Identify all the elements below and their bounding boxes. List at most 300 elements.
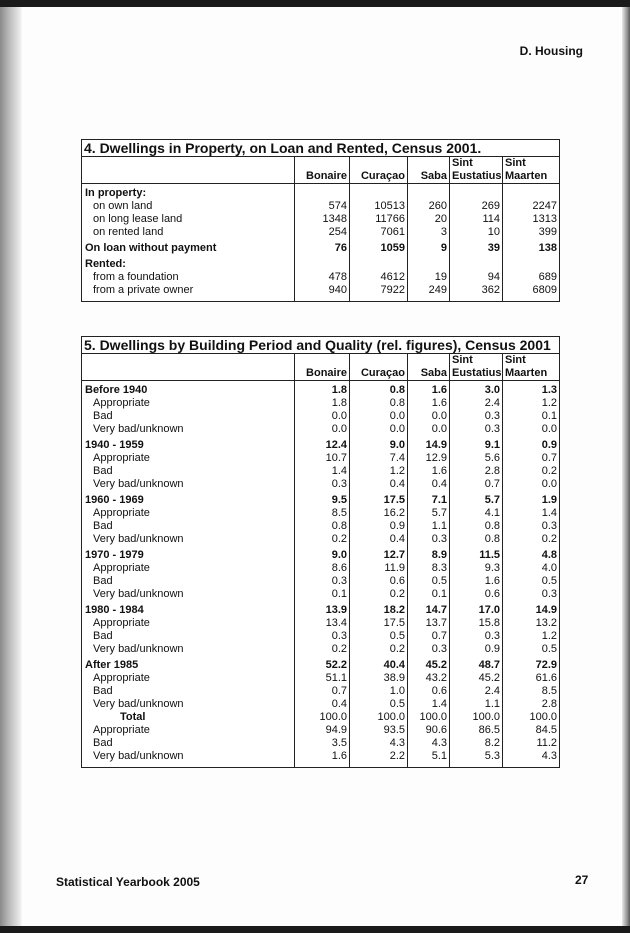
cell-value: 1.6 [408, 397, 450, 410]
cell-value: 43.2 [408, 672, 450, 685]
publication-title: Statistical Yearbook 2005 [56, 875, 200, 889]
cell-value: 12.4 [295, 436, 350, 452]
cell-value: 2.4 [450, 397, 503, 410]
cell-value: 11.5 [450, 546, 503, 562]
row-label: Bad [82, 685, 295, 698]
table-row [82, 465, 560, 478]
page-right-edge-shadow [622, 7, 630, 926]
cell-value: 0.9 [450, 643, 503, 656]
table-row [82, 630, 560, 643]
cell-value: 52.2 [295, 656, 350, 672]
cell-value: 0.7 [295, 685, 350, 698]
scan-bottom-edge [0, 926, 630, 933]
cell-value: 0.2 [541, 465, 558, 477]
table4-body [82, 140, 560, 302]
cell-value: 17.5 [350, 617, 408, 630]
cell-value [450, 255, 503, 271]
cell-value: 20 [408, 213, 450, 226]
cell-value: 0.1 [295, 588, 350, 601]
cell-value [350, 184, 408, 201]
cell-value: 478 [295, 271, 350, 284]
cell-value: 4612 [350, 271, 408, 284]
cell-value: 0.8 [350, 397, 408, 410]
column-header [450, 157, 503, 184]
column-header-line2: Maarten [505, 367, 548, 379]
cell-value: 254 [295, 226, 350, 239]
cell-value: 1.4 [541, 507, 558, 519]
cell-value: 1.6 [408, 465, 450, 478]
cell-value: 0.3 [408, 643, 450, 656]
cell-value: 2.4 [450, 685, 503, 698]
column-header [295, 157, 350, 184]
cell-value: 1.1 [450, 698, 503, 711]
cell-value: 0.7 [541, 452, 558, 464]
cell-value: 0.5 [408, 575, 450, 588]
table-title: 4. Dwellings in Property, on Loan and Rented, Census 2001. [82, 140, 560, 157]
table-row [82, 255, 560, 271]
cell-value: 0.2 [295, 533, 350, 546]
cell-value: 8.9 [408, 546, 450, 562]
row-label: Before 1940 [82, 381, 295, 398]
cell-value: 5.7 [408, 507, 450, 520]
cell-value: 4.3 [350, 737, 408, 750]
cell-value: 76 [295, 239, 350, 255]
cell-value: 1.4 [408, 698, 450, 711]
cell-value: 13.4 [295, 617, 350, 630]
cell-value [408, 255, 450, 271]
table-row [82, 478, 560, 491]
table-row [82, 575, 560, 588]
cell-value: 0.7 [450, 478, 503, 491]
row-label: Bad [82, 630, 295, 643]
cell-value: 0.8 [350, 381, 408, 398]
table-dwellings-building-period-quality [81, 336, 560, 768]
page-number: 27 [575, 873, 589, 887]
cell-value: 1.8 [295, 381, 350, 398]
row-label: Appropriate [82, 617, 295, 630]
cell-value: 940 [295, 284, 350, 302]
row-label: Rented: [82, 255, 295, 271]
row-label: In property: [82, 184, 295, 201]
column-header-line1: Sint [452, 354, 473, 366]
table-row [82, 436, 560, 452]
row-label: 1970 - 1979 [82, 546, 295, 562]
header-stub [82, 354, 295, 381]
column-header [503, 354, 560, 381]
cell-value: 17.0 [450, 601, 503, 617]
cell-value: 0.4 [350, 478, 408, 491]
table-row [82, 410, 560, 423]
cell-value: 0.6 [350, 575, 408, 588]
cell-value: 0.9 [350, 520, 408, 533]
cell-value: 0.3 [450, 423, 503, 436]
cell-value: 40.4 [350, 656, 408, 672]
cell-value: 11.9 [350, 562, 408, 575]
column-header-line2: Maarten [505, 170, 548, 182]
column-header-line1 [410, 354, 447, 367]
column-header-line1: Sint [505, 157, 526, 169]
row-label: 1980 - 1984 [82, 601, 295, 617]
row-label: Very bad/unknown [82, 533, 295, 546]
cell-value: 1313 [532, 213, 557, 225]
column-header-line2: Bonaire [306, 170, 347, 182]
table-row [82, 213, 560, 226]
row-label: Appropriate [82, 672, 295, 685]
cell-value: 1.3 [541, 384, 558, 396]
table-row [82, 184, 560, 201]
column-header-line2: Saba [420, 170, 447, 182]
cell-value: 19 [408, 271, 450, 284]
cell-value: 45.2 [408, 656, 450, 672]
row-label: Total [82, 711, 295, 724]
column-header [350, 354, 408, 381]
column-header-line1 [297, 157, 347, 170]
table-dwellings-property-loan-rented [81, 139, 560, 302]
cell-value: 8.3 [408, 562, 450, 575]
cell-value: 13.7 [408, 617, 450, 630]
row-label: Appropriate [82, 397, 295, 410]
cell-value: 7061 [350, 226, 408, 239]
cell-value: 93.5 [350, 724, 408, 737]
cell-value: 0.0 [541, 423, 558, 435]
cell-value: 13.9 [295, 601, 350, 617]
cell-value: 12.9 [408, 452, 450, 465]
cell-value: 0.5 [350, 698, 408, 711]
cell-value: 100.0 [450, 711, 503, 724]
table5-body [82, 337, 560, 768]
cell-value: 13.2 [535, 617, 558, 629]
row-label: Very bad/unknown [82, 423, 295, 436]
cell-value: 0.0 [295, 423, 350, 436]
cell-value: 0.3 [295, 630, 350, 643]
cell-value: 3.0 [450, 381, 503, 398]
cell-value: 15.8 [450, 617, 503, 630]
cell-value: 14.9 [408, 436, 450, 452]
table-header-row [82, 157, 560, 184]
cell-value: 9.5 [295, 491, 350, 507]
row-label: Very bad/unknown [82, 588, 295, 601]
cell-value: 10513 [350, 200, 408, 213]
cell-value: 39 [450, 239, 503, 255]
table-row [82, 546, 560, 562]
book-gutter-shadow [0, 7, 22, 926]
row-label: Very bad/unknown [82, 643, 295, 656]
cell-value: 0.2 [541, 533, 558, 545]
row-label: Appropriate [82, 562, 295, 575]
cell-value: 0.2 [295, 643, 350, 656]
cell-value: 86.5 [450, 724, 503, 737]
cell-value: 2.8 [541, 698, 558, 710]
cell-value: 3.5 [295, 737, 350, 750]
cell-value: 2.8 [450, 465, 503, 478]
cell-value [503, 184, 560, 201]
table-row [82, 284, 560, 302]
cell-value: 4.1 [450, 507, 503, 520]
table-row [82, 643, 560, 656]
cell-value: 14.7 [408, 601, 450, 617]
cell-value: 84.5 [535, 724, 558, 736]
row-label: Bad [82, 520, 295, 533]
cell-value: 14.9 [535, 604, 558, 616]
row-label: Appropriate [82, 452, 295, 465]
cell-value: 4.3 [541, 750, 558, 762]
cell-value: 0.0 [408, 423, 450, 436]
column-header-line1 [410, 157, 447, 170]
cell-value: 0.5 [541, 643, 558, 655]
cell-value: 0.2 [350, 643, 408, 656]
cell-value: 11766 [350, 213, 408, 226]
row-label: on long lease land [82, 213, 295, 226]
column-header-line2: Curaçao [360, 170, 405, 182]
cell-value: 249 [408, 284, 450, 302]
cell-value: 0.3 [295, 575, 350, 588]
cell-value: 0.1 [408, 588, 450, 601]
column-header [295, 354, 350, 381]
row-label: Bad [82, 737, 295, 750]
cell-value: 45.2 [450, 672, 503, 685]
table-row [82, 533, 560, 546]
table-row [82, 239, 560, 255]
table-row [82, 507, 560, 520]
cell-value: 0.6 [408, 685, 450, 698]
cell-value: 0.0 [541, 478, 558, 490]
cell-value: 399 [538, 226, 557, 238]
cell-value: 7.4 [350, 452, 408, 465]
cell-value: 3 [408, 226, 450, 239]
cell-value: 8.6 [295, 562, 350, 575]
cell-value: 0.3 [450, 630, 503, 643]
table-row [82, 588, 560, 601]
cell-value: 90.6 [408, 724, 450, 737]
cell-value: 5.3 [450, 750, 503, 768]
table-row [82, 711, 560, 724]
row-label: 1960 - 1969 [82, 491, 295, 507]
cell-value: 260 [408, 200, 450, 213]
row-label: on own land [82, 200, 295, 213]
cell-value: 2247 [532, 200, 557, 212]
column-header-line1: Sint [452, 157, 473, 169]
cell-value: 0.4 [350, 533, 408, 546]
cell-value: 100.0 [295, 711, 350, 724]
table-row [82, 685, 560, 698]
cell-value: 0.0 [408, 410, 450, 423]
column-header [503, 157, 560, 184]
cell-value: 9.1 [450, 436, 503, 452]
table-row [82, 562, 560, 575]
cell-value: 0.0 [295, 410, 350, 423]
cell-value: 6809 [532, 284, 557, 296]
cell-value: 0.0 [350, 423, 408, 436]
cell-value: 7.1 [408, 491, 450, 507]
row-label: Bad [82, 575, 295, 588]
row-label: Very bad/unknown [82, 698, 295, 711]
cell-value: 0.9 [541, 439, 558, 451]
cell-value: 1.2 [541, 630, 558, 642]
row-label: Bad [82, 465, 295, 478]
cell-value: 12.7 [350, 546, 408, 562]
column-header-line2: Curaçao [360, 367, 405, 379]
cell-value: 11.2 [536, 737, 558, 749]
cell-value: 7922 [350, 284, 408, 302]
cell-value: 0.3 [541, 588, 558, 600]
row-label: After 1985 [82, 656, 295, 672]
table-row [82, 698, 560, 711]
row-label: Bad [82, 410, 295, 423]
table-row [82, 750, 560, 768]
column-header-line2: Eustatius [452, 367, 502, 379]
row-label: on rented land [82, 226, 295, 239]
cell-value [295, 184, 350, 201]
table-row [82, 381, 560, 398]
cell-value: 0.5 [541, 575, 558, 587]
cell-value: 0.0 [350, 410, 408, 423]
table-row [82, 423, 560, 436]
cell-value: 1.6 [408, 381, 450, 398]
row-label: On loan without payment [82, 239, 295, 255]
cell-value: 18.2 [350, 601, 408, 617]
cell-value: 4.3 [408, 737, 450, 750]
cell-value: 10 [450, 226, 503, 239]
cell-value: 8.5 [541, 685, 558, 697]
table-row [82, 737, 560, 750]
column-header [408, 157, 450, 184]
column-header-line1 [352, 354, 405, 367]
cell-value: 0.3 [541, 520, 558, 532]
table-title-row [82, 337, 560, 354]
cell-value: 1059 [350, 239, 408, 255]
scan-top-edge [0, 0, 630, 7]
table-row [82, 617, 560, 630]
cell-value [408, 184, 450, 201]
row-label: Very bad/unknown [82, 478, 295, 491]
row-label: Appropriate [82, 507, 295, 520]
cell-value [450, 184, 503, 201]
cell-value: 61.6 [535, 672, 558, 684]
cell-value: 0.3 [408, 533, 450, 546]
column-header [408, 354, 450, 381]
table-row [82, 491, 560, 507]
cell-value: 0.1 [541, 410, 558, 422]
row-label: Appropriate [82, 724, 295, 737]
cell-value: 94.9 [295, 724, 350, 737]
cell-value: 48.7 [450, 656, 503, 672]
column-header-line1: Sint [505, 354, 526, 366]
row-label: 1940 - 1959 [82, 436, 295, 452]
cell-value: 1.6 [450, 575, 503, 588]
cell-value: 100.0 [408, 711, 450, 724]
cell-value [295, 255, 350, 271]
cell-value: 1.1 [408, 520, 450, 533]
cell-value: 16.2 [350, 507, 408, 520]
cell-value: 5.1 [408, 750, 450, 768]
cell-value: 1.6 [295, 750, 350, 768]
cell-value: 1.8 [295, 397, 350, 410]
cell-value: 38.9 [350, 672, 408, 685]
cell-value: 0.3 [450, 410, 503, 423]
cell-value: 1.2 [350, 465, 408, 478]
cell-value: 574 [295, 200, 350, 213]
cell-value: 138 [538, 242, 557, 254]
cell-value: 1.2 [541, 397, 558, 409]
table-header-row [82, 354, 560, 381]
column-header-line1 [297, 354, 347, 367]
cell-value: 1348 [295, 213, 350, 226]
cell-value: 9.3 [450, 562, 503, 575]
table-row [82, 200, 560, 213]
cell-value: 0.8 [295, 520, 350, 533]
table-row [82, 397, 560, 410]
cell-value: 94 [450, 271, 503, 284]
cell-value: 100.0 [529, 711, 558, 723]
cell-value: 8.2 [450, 737, 503, 750]
column-header-line2: Bonaire [306, 367, 347, 379]
cell-value: 1.9 [541, 494, 558, 506]
cell-value: 9.0 [295, 546, 350, 562]
cell-value: 114 [450, 213, 503, 226]
cell-value: 1.4 [295, 465, 350, 478]
cell-value: 5.6 [450, 452, 503, 465]
cell-value: 0.8 [450, 520, 503, 533]
cell-value: 0.4 [295, 698, 350, 711]
row-label: Very bad/unknown [82, 750, 295, 768]
table-title: 5. Dwellings by Building Period and Quality (rel. figures), Census 2001 [82, 337, 560, 354]
cell-value: 0.3 [295, 478, 350, 491]
cell-value: 9.0 [350, 436, 408, 452]
table-row [82, 226, 560, 239]
cell-value: 2.2 [350, 750, 408, 768]
cell-value: 1.0 [350, 685, 408, 698]
cell-value: 4.8 [541, 549, 558, 561]
cell-value: 10.7 [295, 452, 350, 465]
cell-value: 362 [450, 284, 503, 302]
cell-value: 0.2 [350, 588, 408, 601]
cell-value: 51.1 [295, 672, 350, 685]
cell-value: 5.7 [450, 491, 503, 507]
cell-value: 689 [538, 271, 557, 283]
cell-value: 100.0 [350, 711, 408, 724]
cell-value: 9 [408, 239, 450, 255]
section-header: D. Housing [519, 44, 583, 58]
cell-value: 72.9 [535, 659, 558, 671]
column-header [450, 354, 503, 381]
column-header-line2: Saba [420, 367, 447, 379]
cell-value: 17.5 [350, 491, 408, 507]
cell-value [503, 255, 560, 271]
cell-value: 0.4 [408, 478, 450, 491]
cell-value: 0.8 [450, 533, 503, 546]
cell-value: 0.7 [408, 630, 450, 643]
table-row [82, 601, 560, 617]
column-header-line1 [352, 157, 405, 170]
row-label: from a foundation [82, 271, 295, 284]
cell-value [350, 255, 408, 271]
table-title-row [82, 140, 560, 157]
row-label: from a private owner [82, 284, 295, 302]
cell-value: 4.0 [541, 562, 558, 574]
column-header [350, 157, 408, 184]
cell-value: 0.5 [350, 630, 408, 643]
header-stub [82, 157, 295, 184]
cell-value: 0.6 [450, 588, 503, 601]
table-row [82, 271, 560, 284]
table-row [82, 724, 560, 737]
table-row [82, 656, 560, 672]
cell-value: 269 [450, 200, 503, 213]
table-row [82, 672, 560, 685]
table-row [82, 452, 560, 465]
table-row [82, 520, 560, 533]
column-header-line2: Eustatius [452, 170, 502, 182]
